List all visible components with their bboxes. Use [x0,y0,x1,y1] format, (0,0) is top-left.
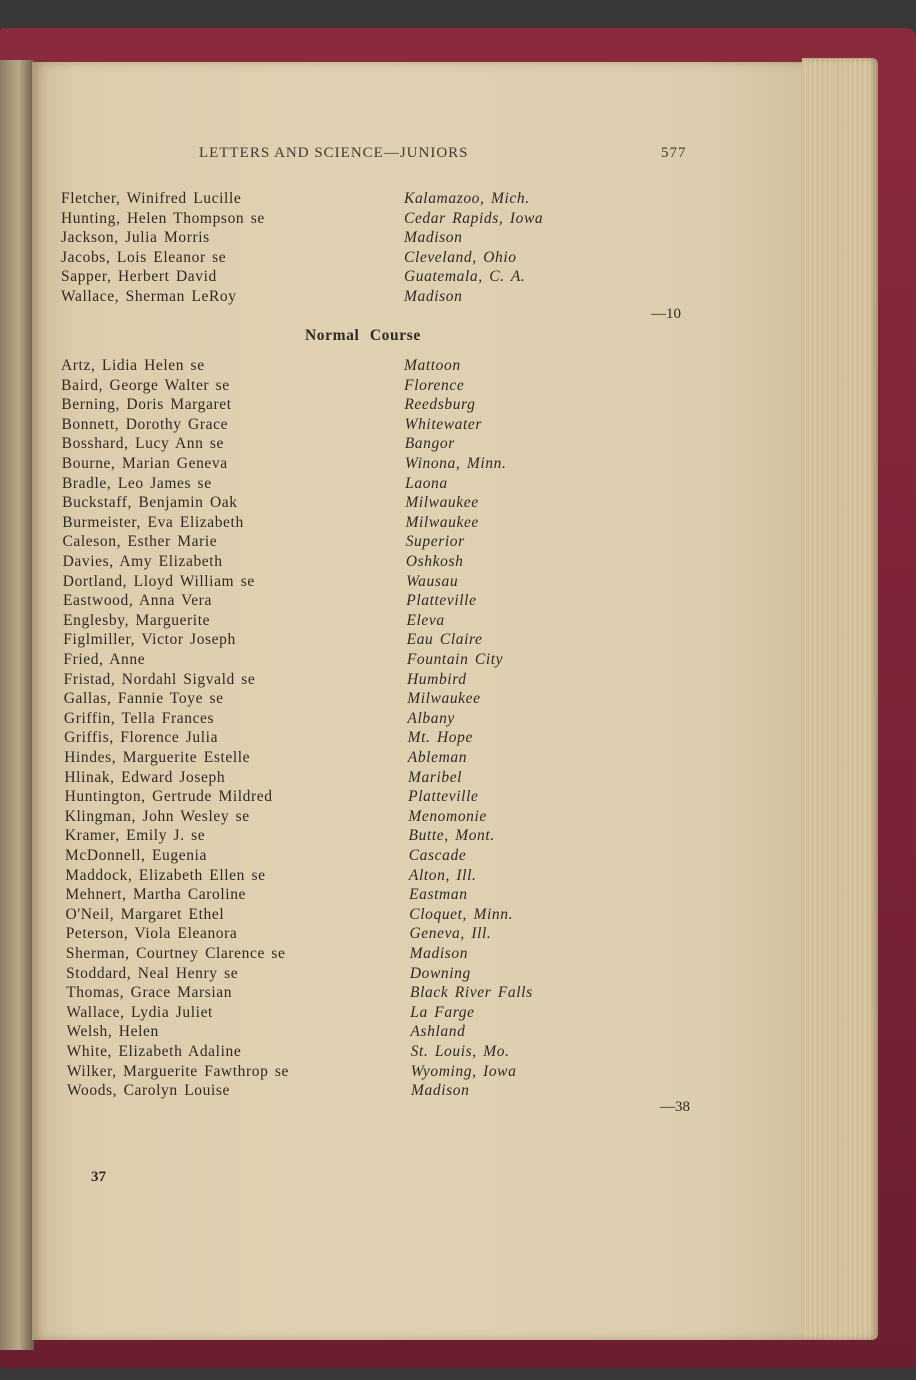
hometown: Humbird [407,670,467,688]
page-number: 577 [661,145,687,161]
student-name: Figlmiller, Victor Joseph [63,631,236,649]
student-name: O'Neil, Margaret Ethel [65,905,225,923]
header-title: LETTERS AND SCIENCE—JUNIORS [199,145,469,161]
student-name: Buckstaff, Benjamin Oak [62,494,238,512]
hometown: Maribel [407,768,463,786]
student-name: Fristad, Nordahl Sigvald se [63,670,256,688]
running-header [0,145,916,165]
hometown: Madison [404,229,463,247]
page-edges [802,58,878,1340]
hometown: Guatemala, C. A. [404,268,526,286]
hometown: Bangor [404,435,455,453]
student-name: Davies, Amy Elizabeth [62,553,223,570]
student-name: Baird, George Walter se [61,376,230,394]
hometown: Madison [404,288,463,305]
student-name: Bradle, Leo James se [61,474,212,492]
student-name: Sherman, Courtney Clarence se [65,945,286,962]
hometown: Albany [407,709,455,727]
student-name: Hindes, Marguerite Estelle [64,749,251,766]
hometown: Reedsburg [404,396,476,414]
hometown: Eleva [406,611,445,629]
student-name: Thomas, Grace Marsian [66,984,233,1002]
student-name: Jackson, Julia Morris [61,229,210,247]
hometown: Geneva, Ill. [409,925,492,943]
student-name: Woods, Carolyn Louise [67,1082,231,1100]
student-name: Caleson, Esther Marie [62,533,218,551]
student-name: White, Elizabeth Adaline [66,1043,242,1060]
hometown: Cedar Rapids, Iowa [404,209,544,227]
student-name: Hlinak, Edward Joseph [64,768,226,786]
student-name: Griffin, Tella Frances [63,709,215,727]
hometown: Downing [409,964,471,982]
hometown: Kalamazoo, Mich. [404,190,530,207]
hometown: Laona [405,474,448,492]
hometown: Mt. Hope [407,729,473,747]
hometown: Cleveland, Ohio [404,248,517,266]
student-name: Bosshard, Lucy Ann se [61,435,225,453]
hometown: Whitewater [404,415,483,433]
hometown: Milwaukee [405,513,479,531]
hometown: Milwaukee [407,690,481,708]
hometown: Black River Falls [410,984,533,1002]
student-name: Burmeister, Eva Elizabeth [62,513,244,531]
hometown: Butte, Mont. [408,827,495,845]
student-name: Jacobs, Lois Eleanor se [61,248,227,266]
hometown: Winona, Minn. [404,455,507,472]
student-name: Mehnert, Martha Caroline [65,886,247,904]
group-total: —10 [651,306,681,322]
hometown: Wyoming, Iowa [410,1062,517,1080]
hometown: Florence [404,376,465,394]
hometown: St. Louis, Mo. [410,1043,510,1060]
hometown: Menomonie [408,807,487,825]
hometown: Wausau [406,572,459,590]
hometown: Milwaukee [405,494,479,512]
student-name: Englesby, Marguerite [63,611,211,629]
hometown: Superior [405,533,465,551]
hometown: Mattoon [404,357,461,374]
student-name: Welsh, Helen [66,1023,159,1041]
hometown: Alton, Ill. [408,866,477,884]
hometown: Platteville [408,788,479,806]
section-heading: Normal Course [305,327,421,344]
hometown: Cloquet, Minn. [409,905,514,923]
student-name: Bourne, Marian Geneva [61,455,228,472]
student-name: Klingman, John Wesley se [64,807,250,825]
hometown: Eau Claire [406,631,483,649]
student-name: Fried, Anne [63,651,146,668]
student-name: Stoddard, Neal Henry se [66,964,239,982]
student-name: Maddock, Elizabeth Ellen se [65,866,266,884]
student-name: Eastwood, Anna Vera [62,592,212,610]
hometown: Madison [409,945,469,962]
left-page-edge [0,60,34,1350]
hometown: Eastman [409,886,468,904]
student-name: Berning, Doris Margaret [61,396,232,414]
student-name: Sapper, Herbert David [61,268,217,286]
student-name: Wallace, Lydia Juliet [66,1003,213,1021]
student-name: McDonnell, Eugenia [65,847,207,864]
signature-mark: 37 [91,1169,106,1185]
student-name: Wallace, Sherman LeRoy [61,288,237,305]
student-name: Griffis, Florence Julia [64,729,219,747]
hometown: Ableman [407,749,468,766]
student-name: Peterson, Viola Eleanora [65,925,238,943]
group-total: —38 [660,1099,690,1115]
hometown: Madison [411,1082,470,1100]
student-name: Dortland, Lloyd William se [62,572,255,590]
hometown: La Farge [410,1003,475,1021]
student-name: Artz, Lidia Helen se [61,357,205,374]
hometown: Fountain City [406,651,504,668]
hometown: Cascade [408,847,467,864]
student-name: Hunting, Helen Thompson se [61,209,265,227]
student-name: Wilker, Marguerite Fawthrop se [66,1062,290,1080]
student-name: Gallas, Fannie Toye se [63,690,224,708]
hometown: Oshkosh [405,553,464,570]
student-name: Huntington, Gertrude Mildred [64,788,273,806]
student-name: Bonnett, Dorothy Grace [61,415,229,433]
student-name: Kramer, Emily J. se [64,827,206,845]
hometown: Ashland [410,1023,466,1041]
student-name: Fletcher, Winifred Lucille [61,190,242,207]
hometown: Platteville [406,592,477,610]
